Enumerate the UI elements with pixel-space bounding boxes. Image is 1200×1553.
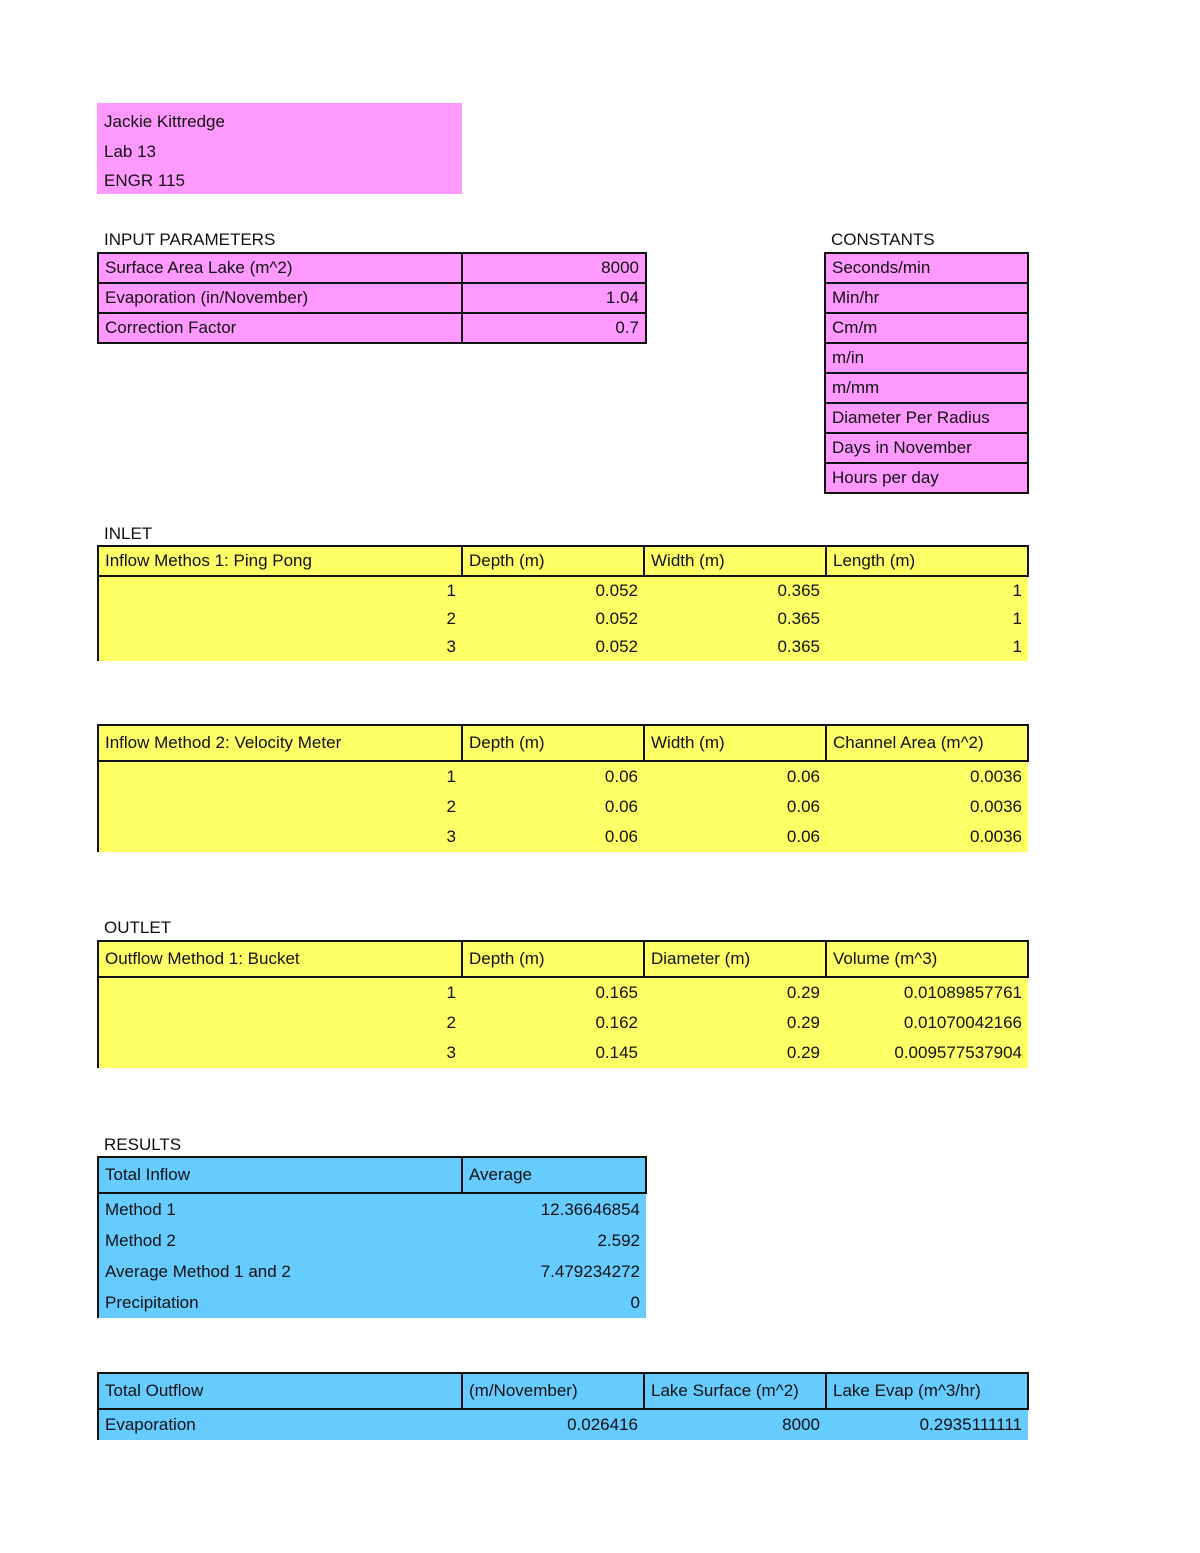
input-value[interactable]: 0.7 [462,313,646,343]
result-label[interactable]: Average Method 1 and 2 [98,1256,462,1287]
constants-title: CONSTANTS [831,230,935,249]
table-header-row [98,941,1028,977]
table-row [98,1008,1028,1038]
column-header[interactable]: Inflow Method 2: Velocity Meter [98,725,462,761]
input-label[interactable]: Correction Factor [98,313,462,343]
trial-number[interactable]: 1 [98,761,462,792]
student-name: Jackie Kittredge [104,112,225,131]
evap-rate-cell[interactable]: 0.026416 [462,1409,644,1440]
column-header[interactable]: (m/November) [462,1373,644,1409]
depth-cell[interactable]: 0.165 [462,977,644,1008]
constant-row [825,253,1028,283]
table-row [98,761,1028,792]
course-code: ENGR 115 [104,171,185,190]
width-cell[interactable]: 0.06 [644,761,826,792]
trial-number[interactable]: 2 [98,605,462,633]
outflow-method1-table [97,940,1029,1068]
channel-area-cell[interactable]: 0.0036 [826,822,1028,852]
constant-label[interactable]: m/mm [825,373,1028,403]
input-value[interactable]: 8000 [462,253,646,283]
inflow-method2-table [97,724,1029,852]
constant-label[interactable]: Diameter Per Radius [825,403,1028,433]
input-parameters-title: INPUT PARAMETERS [104,230,276,249]
constant-label[interactable]: Min/hr [825,283,1028,313]
diameter-cell[interactable]: 0.29 [644,1038,826,1068]
volume-cell[interactable]: 0.009577537904 [826,1038,1028,1068]
table-header-row [98,546,1028,576]
result-value[interactable]: 12.36646854 [462,1193,646,1225]
constant-row [825,313,1028,343]
inflow-method1-table [97,545,1029,661]
lab-number: Lab 13 [104,142,156,161]
constant-row [825,433,1028,463]
table-row [98,977,1028,1008]
column-header[interactable]: Lake Evap (m^3/hr) [826,1373,1028,1409]
constants-table [824,252,1029,494]
result-value[interactable]: 0 [462,1287,646,1318]
table-row [98,633,1028,661]
outlet-title: OUTLET [104,918,172,937]
constant-row [825,343,1028,373]
constant-label[interactable]: Seconds/min [825,253,1028,283]
table-row [98,1409,1028,1440]
channel-area-cell[interactable]: 0.0036 [826,761,1028,792]
length-cell[interactable]: 1 [826,605,1028,633]
depth-cell[interactable]: 0.145 [462,1038,644,1068]
table-row [98,1038,1028,1068]
length-cell[interactable]: 1 [826,576,1028,605]
input-row [98,283,646,313]
column-header[interactable]: Inflow Methos 1: Ping Pong [98,546,462,576]
constant-row [825,403,1028,433]
depth-cell[interactable]: 0.052 [462,605,644,633]
table-row [98,605,1028,633]
table-header-row [98,725,1028,761]
depth-cell[interactable]: 0.06 [462,792,644,822]
constant-row [825,463,1028,493]
column-header[interactable]: Total Inflow [98,1157,462,1193]
table-row [98,1193,646,1225]
width-cell[interactable]: 0.06 [644,822,826,852]
input-label[interactable]: Surface Area Lake (m^2) [98,253,462,283]
trial-number[interactable]: 3 [98,822,462,852]
width-cell[interactable]: 0.365 [644,576,826,605]
result-label[interactable]: Method 1 [98,1193,462,1225]
constant-row [825,373,1028,403]
total-inflow-table [97,1156,647,1318]
diameter-cell[interactable]: 0.29 [644,977,826,1008]
result-value[interactable]: 2.592 [462,1225,646,1256]
constant-label[interactable]: Hours per day [825,463,1028,493]
input-row [98,253,646,283]
depth-cell[interactable]: 0.162 [462,1008,644,1038]
table-row [98,1287,646,1318]
width-cell[interactable]: 0.365 [644,633,826,661]
column-header[interactable]: Total Outflow [98,1373,462,1409]
input-row [98,313,646,343]
column-header[interactable]: Depth (m) [462,546,644,576]
trial-number[interactable]: 2 [98,1008,462,1038]
input-label[interactable]: Evaporation (in/November) [98,283,462,313]
depth-cell[interactable]: 0.06 [462,761,644,792]
column-header[interactable]: Depth (m) [462,725,644,761]
volume-cell[interactable]: 0.01070042166 [826,1008,1028,1038]
constant-label[interactable]: Cm/m [825,313,1028,343]
column-header[interactable]: Width (m) [644,546,826,576]
table-row [98,576,1028,605]
result-label[interactable]: Precipitation [98,1287,462,1318]
result-label[interactable]: Method 2 [98,1225,462,1256]
channel-area-cell[interactable]: 0.0036 [826,792,1028,822]
column-header[interactable]: Lake Surface (m^2) [644,1373,826,1409]
column-header[interactable]: Outflow Method 1: Bucket [98,941,462,977]
length-cell[interactable]: 1 [826,633,1028,661]
trial-number[interactable]: 1 [98,977,462,1008]
trial-number[interactable]: 3 [98,1038,462,1068]
table-row [98,792,1028,822]
result-value[interactable]: 7.479234272 [462,1256,646,1287]
depth-cell[interactable]: 0.052 [462,633,644,661]
lake-evap-cell[interactable]: 0.2935111111 [826,1409,1028,1440]
input-value[interactable]: 1.04 [462,283,646,313]
constant-row [825,283,1028,313]
depth-cell[interactable]: 0.052 [462,576,644,605]
trial-number[interactable]: 3 [98,633,462,661]
column-header[interactable]: Diameter (m) [644,941,826,977]
table-row [98,1225,646,1256]
constant-label[interactable]: Days in November [825,433,1028,463]
outflow-label[interactable]: Evaporation [98,1409,462,1440]
trial-number[interactable]: 2 [98,792,462,822]
results-title: RESULTS [104,1135,182,1154]
diameter-cell[interactable]: 0.29 [644,1008,826,1038]
volume-cell[interactable]: 0.01089857761 [826,977,1028,1008]
constant-label[interactable]: m/in [825,343,1028,373]
inlet-title: INLET [104,524,153,543]
depth-cell[interactable]: 0.06 [462,822,644,852]
column-header[interactable]: Volume (m^3) [826,941,1028,977]
table-row [98,822,1028,852]
column-header[interactable]: Length (m) [826,546,1028,576]
column-header[interactable]: Channel Area (m^2) [826,725,1028,761]
trial-number[interactable]: 1 [98,576,462,605]
table-row [98,1256,646,1287]
column-header[interactable]: Width (m) [644,725,826,761]
input-parameters-table [97,252,647,344]
column-header[interactable]: Average [462,1157,646,1193]
width-cell[interactable]: 0.06 [644,792,826,822]
table-header-row [98,1157,646,1193]
width-cell[interactable]: 0.365 [644,605,826,633]
student-info-block [97,103,462,194]
column-header[interactable]: Depth (m) [462,941,644,977]
lake-surface-cell[interactable]: 8000 [644,1409,826,1440]
table-header-row [98,1373,1028,1409]
total-outflow-table [97,1372,1029,1440]
